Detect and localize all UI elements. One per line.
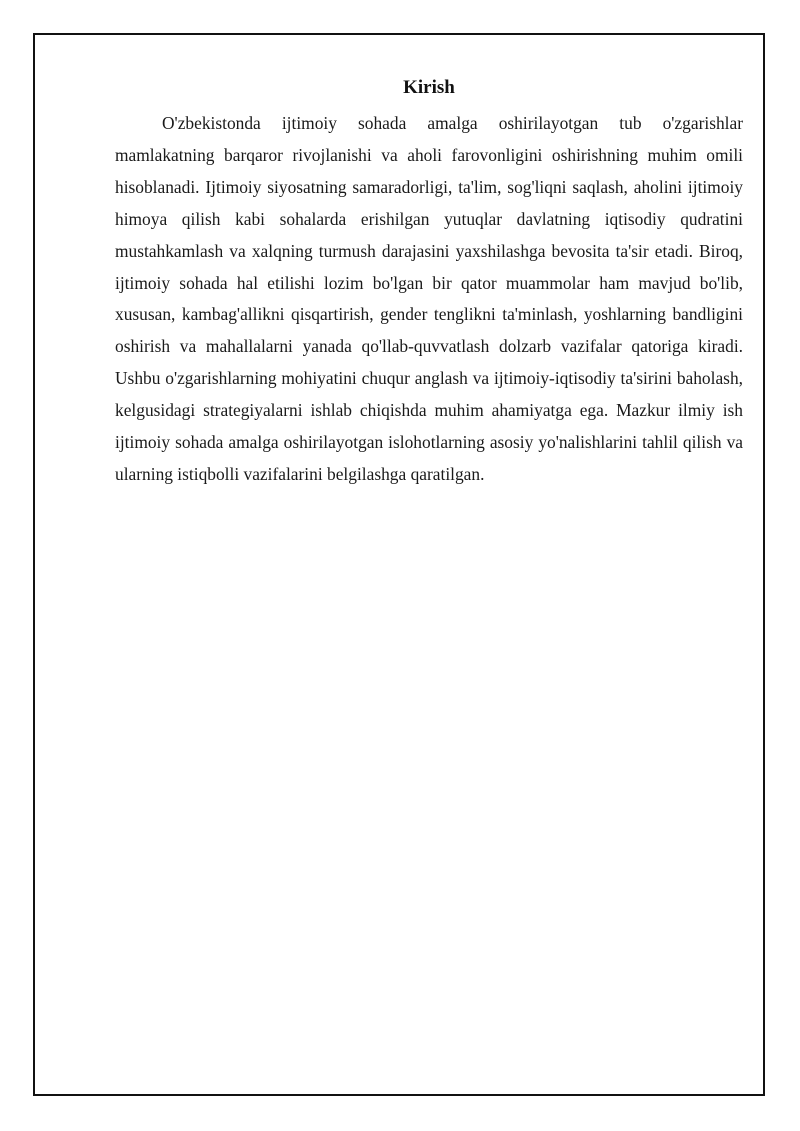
page-title: Kirish [403,77,455,98]
intro-paragraph: O'zbekistonda ijtimoiy sohada amalga oshirilayotgan tub o'zgarishlar mamlakatning barqaror rivojlanishi va aholi farovonligini oshirishning muhim omili hisoblanadi. Ijtimoiy siyosatning samaradorligi, ta'lim, sog'liqni saqlash, aholini ijtimoiy himoya qilish kabi sohalarda erishilgan yutuqlar davlatning iqtisodiy qudratini mustahkamlash va xalqning turmush darajasini yaxshilashga bevosita ta'sir etadi. Biroq, ijtimoiy sohada hal etilishi lozim bo'lgan bir qator muammolar ham mavjud bo'lib, xususan, kambag'allikni qisqartirish, gender tenglikni ta'minlash, yoshlarning bandligini oshirish va mahallalarni yanada qo'llab-quvvatlash dolzarb vazifalar qatoriga kiradi. Ushbu o'zgarishlarning mohiyatini chuqur anglash va ijtimoiy-iqtisodiy ta'sirini baholash, kelgusidagi strategiyalarni ishlab chiqishda muhim ahamiyatga ega. Mazkur ilmiy ish ijtimoiy sohada amalga oshirilayotgan islohotlarning asosiy yo'nalishlarini tahlil qilish va ularning istiqbolli vazifalarini belgilashga qaratilgan. [115,113,743,484]
